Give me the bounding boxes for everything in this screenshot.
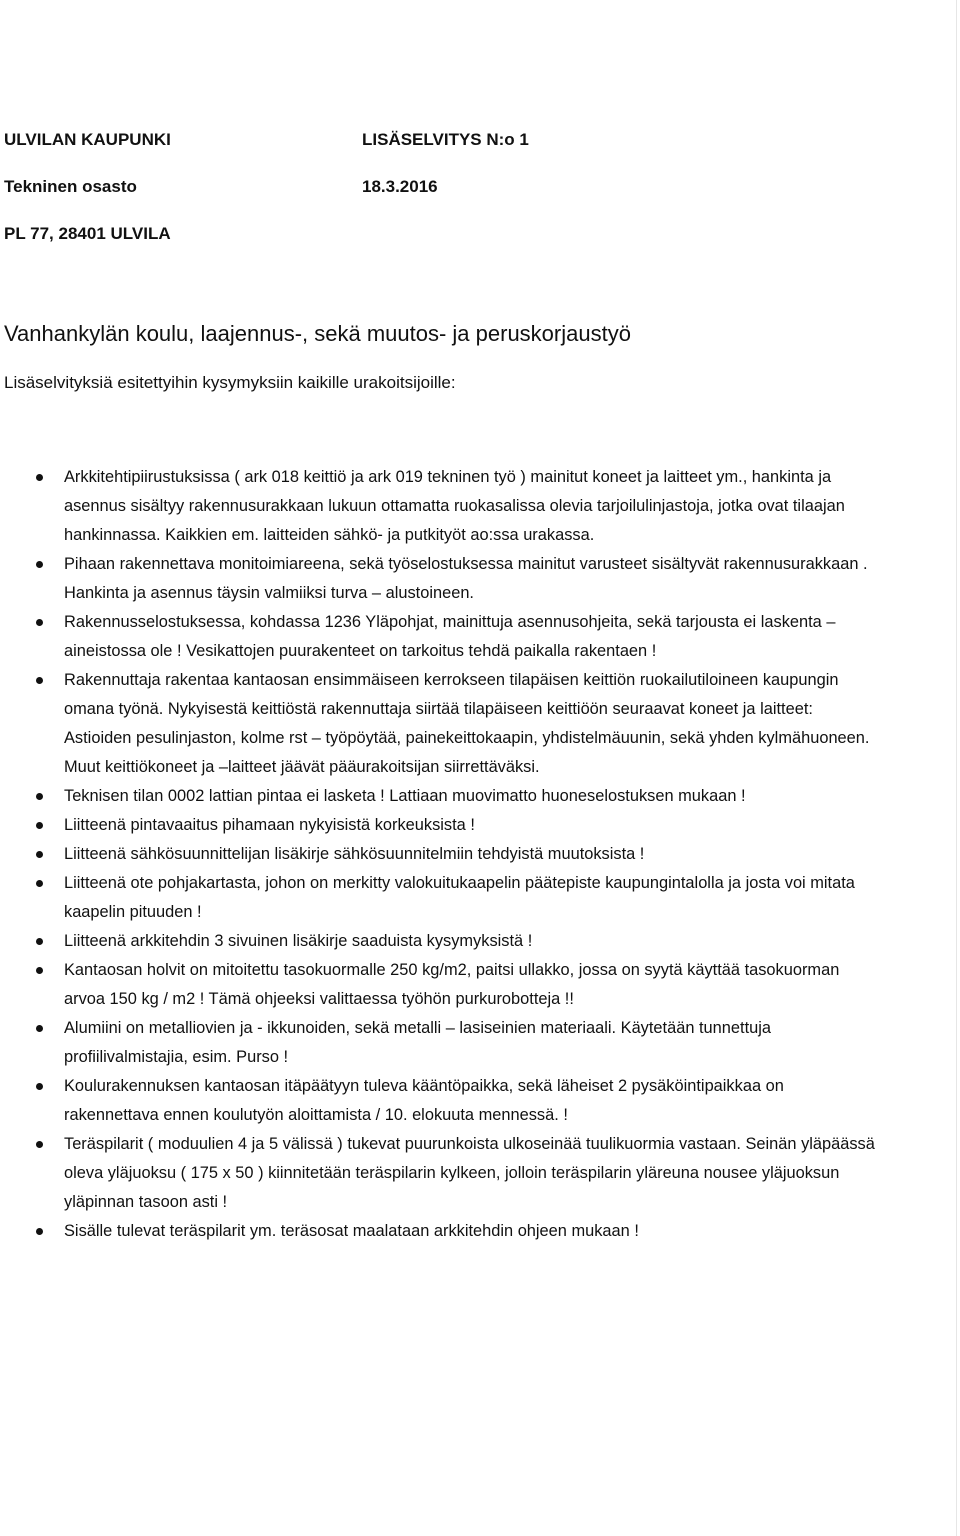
list-item: Alumiini on metalliovien ja - ikkunoiden, sekä metalli – lasiseinien materiaali. Käytetään tunnettuja profiilivalmistajia, esim. Purso ! [0,1014,880,1072]
list-item: Rakennuttaja rakentaa kantaosan ensimmäiseen kerrokseen tilapäisen keittiön ruokailutiloineen kaupungin omana työnä. Nykyisestä keittiöstä rakennuttaja siirtää tilapäiseen keittiöön seuraavat koneet ja laitteet: Astioiden pesulinjaston, kolme rst – työpöytää, painekeittokaapin, yhdistelmäuunin, sekä yhden kylmähuoneen. Muut keittiökoneet ja –laitteet jäävät pääurakoitsijan siirrettäväksi. [0,666,880,782]
list-item: Sisälle tulevat teräspilarit ym. teräsosat maalataan arkkitehdin ohjeen mukaan ! [0,1217,880,1246]
list-item: Arkkitehtipiirustuksissa ( ark 018 keittiö ja ark 019 tekninen työ ) mainitut koneet ja laitteet ym., hankinta ja asennus sisältyy rakennusurakkaan lukuun ottamatta ruokasalissa olevia tarjoilulinjastoja, jotka ovat tilaajan hankinnassa. Kaikkien em. laitteiden sähkö- ja putkityöt ao:ssa urakassa. [0,463,880,550]
document-date: 18.3.2016 [362,177,438,196]
list-item: Liitteenä sähkösuunnittelijan lisäkirje sähkösuunnitelmiin tehdyistä muutoksista ! [0,840,880,869]
page-title: Vanhankylän koulu, laajennus-, sekä muutos- ja peruskorjaustyö [4,321,631,346]
scan-edge-line [956,0,957,1536]
document-number: LISÄSELVITYS N:o 1 [362,130,529,149]
list-item: Liitteenä arkkitehdin 3 sivuinen lisäkirje saaduista kysymyksistä ! [0,927,880,956]
list-item: Kantaosan holvit on mitoitettu tasokuormalle 250 kg/m2, paitsi ullakko, jossa on syytä käyttää tasokuorman arvoa 150 kg / m2 ! Tämä ohjeeksi valittaessa työhön purkurobotteja !! [0,956,880,1014]
department-name: Tekninen osasto [4,177,137,196]
clarification-list [0,463,880,1246]
list-item: Teknisen tilan 0002 lattian pintaa ei lasketa ! Lattiaan muovimatto huoneselostuksen mukaan ! [0,782,880,811]
list-item: Liitteenä ote pohjakartasta, johon on merkitty valokuitukaapelin päätepiste kaupungintalolla ja josta voi mitata kaapelin pituuden ! [0,869,880,927]
organization-name: ULVILAN KAUPUNKI [4,130,171,149]
list-item: Teräspilarit ( moduulien 4 ja 5 välissä ) tukevat puurunkoista ulkoseinää tuulikuormia vastaan. Seinän yläpäässä oleva yläjuoksu ( 175 x 50 ) kiinnitetään teräspilarin kylkeen, jolloin teräspilarin yläreuna nousee yläjuoksun yläpinnan tasoon asti ! [0,1130,880,1217]
list-item: Rakennusselostuksessa, kohdassa 1236 Yläpohjat, mainittuja asennusohjeita, sekä tarjousta ei laskenta – aineistossa ole ! Vesikattojen puurakenteet on tarkoitus tehdä paikalla rakentaen ! [0,608,880,666]
list-item: Liitteenä pintavaaitus pihamaan nykyisistä korkeuksista ! [0,811,880,840]
postal-address: PL 77, 28401 ULVILA [4,224,171,243]
page-subtitle: Lisäselvityksiä esitettyihin kysymyksiin kaikille urakoitsijoille: [4,373,456,392]
list-item: Pihaan rakennettava monitoimiareena, sekä työselostuksessa mainitut varusteet sisältyvät rakennusurakkaan . Hankinta ja asennus täysin valmiiksi turva – alustoineen. [0,550,880,608]
list-item: Koulurakennuksen kantaosan itäpäätyyn tuleva kääntöpaikka, sekä läheiset 2 pysäköintipaikkaa on rakennettava ennen koulutyön aloittamista / 10. elokuuta mennessä. ! [0,1072,880,1130]
